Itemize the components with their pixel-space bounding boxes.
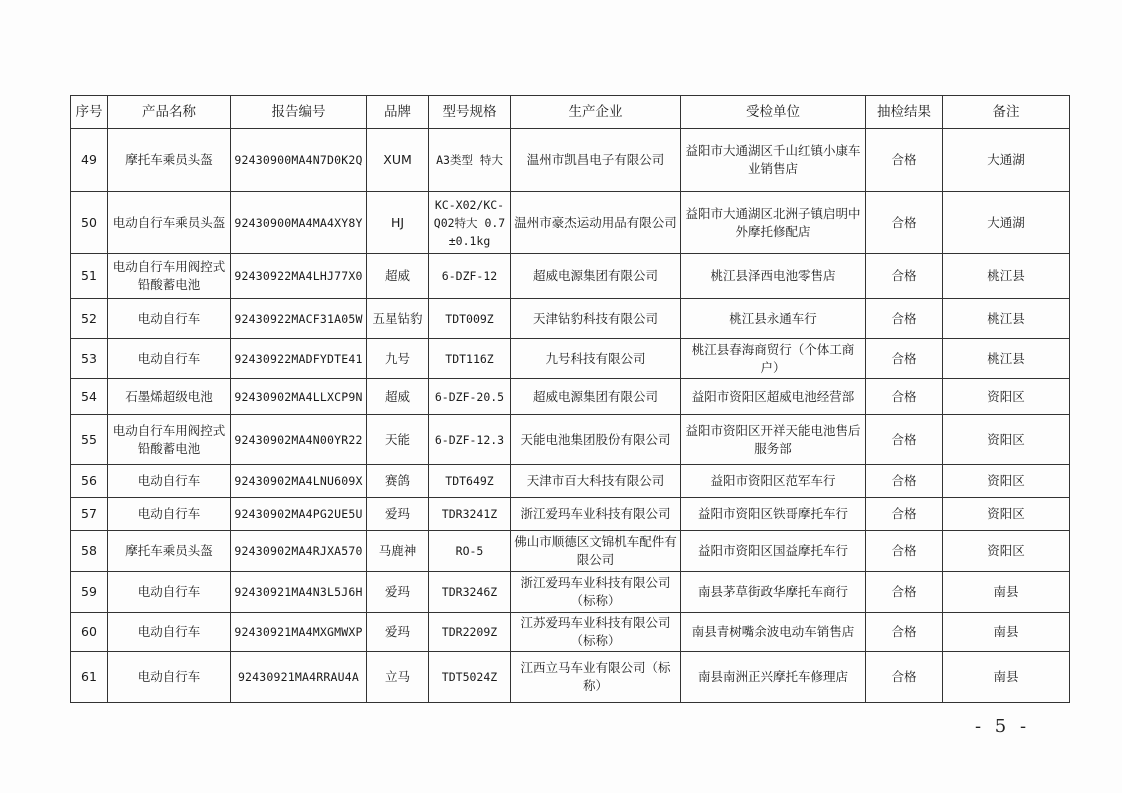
cell-report-number: 92430922MACF31A05W	[231, 299, 367, 339]
header-serial-number: 序号	[71, 96, 108, 129]
cell-report-number: 92430922MA4LHJ77X0	[231, 254, 367, 299]
table-row	[71, 415, 1070, 465]
cell-manufacturer: 浙江爱玛车业科技有限公司	[511, 498, 681, 531]
cell-model-spec: 6-DZF-20.5	[429, 379, 511, 415]
cell-inspected-unit: 益阳市资阳区铁哥摩托车行	[681, 498, 866, 531]
cell-inspected-unit: 南县南洲正兴摩托车修理店	[681, 652, 866, 703]
cell-brand: 立马	[367, 652, 429, 703]
cell-remarks: 南县	[943, 652, 1070, 703]
cell-inspected-unit: 益阳市资阳区范军车行	[681, 465, 866, 498]
cell-result: 合格	[866, 613, 943, 652]
cell-model-spec: TDR2209Z	[429, 613, 511, 652]
cell-brand: HJ	[367, 192, 429, 254]
cell-brand: 马鹿神	[367, 531, 429, 572]
cell-model-spec: RO-5	[429, 531, 511, 572]
cell-manufacturer: 温州市凯昌电子有限公司	[511, 129, 681, 192]
cell-remarks: 资阳区	[943, 379, 1070, 415]
cell-inspected-unit: 桃江县春海商贸行（个体工商户）	[681, 339, 866, 379]
cell-result: 合格	[866, 254, 943, 299]
cell-product-name: 电动自行车	[108, 572, 231, 613]
cell-serial-number: 50	[71, 192, 108, 254]
cell-result: 合格	[866, 415, 943, 465]
cell-manufacturer: 九号科技有限公司	[511, 339, 681, 379]
cell-report-number: 92430902MA4N00YR22	[231, 415, 367, 465]
cell-result: 合格	[866, 379, 943, 415]
cell-serial-number: 59	[71, 572, 108, 613]
header-model-spec: 型号规格	[429, 96, 511, 129]
cell-report-number: 92430921MA4MXGMWXP	[231, 613, 367, 652]
cell-serial-number: 54	[71, 379, 108, 415]
cell-model-spec: TDT649Z	[429, 465, 511, 498]
header-manufacturer: 生产企业	[511, 96, 681, 129]
cell-product-name: 摩托车乘员头盔	[108, 129, 231, 192]
cell-brand: 赛鸽	[367, 465, 429, 498]
cell-report-number: 92430902MA4RJXA570	[231, 531, 367, 572]
cell-brand: 超威	[367, 379, 429, 415]
cell-model-spec: 6-DZF-12.3	[429, 415, 511, 465]
cell-brand: 爱玛	[367, 572, 429, 613]
cell-manufacturer: 温州市豪杰运动用品有限公司	[511, 192, 681, 254]
header-remarks: 备注	[943, 96, 1070, 129]
cell-remarks: 南县	[943, 572, 1070, 613]
cell-result: 合格	[866, 465, 943, 498]
cell-report-number: 92430902MA4PG2UE5U	[231, 498, 367, 531]
header-result: 抽检结果	[866, 96, 943, 129]
cell-serial-number: 57	[71, 498, 108, 531]
table-row	[71, 572, 1070, 613]
cell-manufacturer: 天津市百大科技有限公司	[511, 465, 681, 498]
cell-brand: 五星钻豹	[367, 299, 429, 339]
cell-manufacturer: 天津钻豹科技有限公司	[511, 299, 681, 339]
header-brand: 品牌	[367, 96, 429, 129]
table-row	[71, 498, 1070, 531]
cell-remarks: 资阳区	[943, 465, 1070, 498]
cell-model-spec: KC-X02/KC-Q02特大 0.7±0.1kg	[429, 192, 511, 254]
cell-model-spec: TDR3246Z	[429, 572, 511, 613]
cell-remarks: 资阳区	[943, 531, 1070, 572]
cell-result: 合格	[866, 498, 943, 531]
cell-inspected-unit: 益阳市大通湖区北洲子镇启明中外摩托修配店	[681, 192, 866, 254]
cell-remarks: 大通湖	[943, 129, 1070, 192]
cell-product-name: 电动自行车	[108, 498, 231, 531]
header-product-name: 产品名称	[108, 96, 231, 129]
table-row	[71, 299, 1070, 339]
cell-manufacturer: 江苏爱玛车业科技有限公司（标称）	[511, 613, 681, 652]
table-row	[71, 379, 1070, 415]
cell-serial-number: 52	[71, 299, 108, 339]
cell-product-name: 电动自行车乘员头盔	[108, 192, 231, 254]
cell-remarks: 桃江县	[943, 339, 1070, 379]
cell-product-name: 电动自行车	[108, 339, 231, 379]
cell-manufacturer: 江西立马车业有限公司（标称）	[511, 652, 681, 703]
cell-result: 合格	[866, 339, 943, 379]
table-header-row	[71, 96, 1070, 129]
cell-remarks: 桃江县	[943, 299, 1070, 339]
page-number: - 5 -	[975, 716, 1031, 737]
cell-report-number: 92430921MA4RRAU4A	[231, 652, 367, 703]
cell-model-spec: A3类型 特大	[429, 129, 511, 192]
cell-inspected-unit: 益阳市资阳区超威电池经营部	[681, 379, 866, 415]
table-row	[71, 129, 1070, 192]
cell-serial-number: 56	[71, 465, 108, 498]
cell-inspected-unit: 益阳市资阳区开祥天能电池售后服务部	[681, 415, 866, 465]
cell-product-name: 摩托车乘员头盔	[108, 531, 231, 572]
cell-report-number: 92430902MA4LNU609X	[231, 465, 367, 498]
cell-product-name: 电动自行车	[108, 299, 231, 339]
cell-result: 合格	[866, 531, 943, 572]
cell-manufacturer: 佛山市顺德区文锦机车配件有限公司	[511, 531, 681, 572]
table-row	[71, 254, 1070, 299]
table-row	[71, 465, 1070, 498]
cell-remarks: 大通湖	[943, 192, 1070, 254]
cell-inspected-unit: 南县茅草街政华摩托车商行	[681, 572, 866, 613]
cell-report-number: 92430900MA4N7D0K2Q	[231, 129, 367, 192]
cell-result: 合格	[866, 572, 943, 613]
cell-remarks: 资阳区	[943, 498, 1070, 531]
cell-report-number: 92430902MA4LLXCP9N	[231, 379, 367, 415]
cell-remarks: 资阳区	[943, 415, 1070, 465]
table-row	[71, 531, 1070, 572]
cell-product-name: 电动自行车用阀控式铅酸蓄电池	[108, 254, 231, 299]
cell-serial-number: 53	[71, 339, 108, 379]
cell-inspected-unit: 桃江县永通车行	[681, 299, 866, 339]
cell-inspected-unit: 桃江县泽西电池零售店	[681, 254, 866, 299]
table-body	[71, 129, 1070, 703]
cell-model-spec: TDT5024Z	[429, 652, 511, 703]
cell-brand: 天能	[367, 415, 429, 465]
cell-product-name: 电动自行车	[108, 613, 231, 652]
cell-inspected-unit: 益阳市大通湖区千山红镇小康车业销售店	[681, 129, 866, 192]
cell-brand: 爱玛	[367, 498, 429, 531]
cell-report-number: 92430900MA4MA4XY8Y	[231, 192, 367, 254]
cell-manufacturer: 天能电池集团股份有限公司	[511, 415, 681, 465]
cell-serial-number: 58	[71, 531, 108, 572]
cell-serial-number: 61	[71, 652, 108, 703]
cell-brand: 超威	[367, 254, 429, 299]
table-row	[71, 339, 1070, 379]
cell-product-name: 电动自行车	[108, 465, 231, 498]
cell-inspected-unit: 益阳市资阳区国益摩托车行	[681, 531, 866, 572]
cell-serial-number: 49	[71, 129, 108, 192]
cell-manufacturer: 超威电源集团有限公司	[511, 254, 681, 299]
cell-report-number: 92430922MADFYDTE41	[231, 339, 367, 379]
cell-model-spec: TDT009Z	[429, 299, 511, 339]
cell-model-spec: TDR3241Z	[429, 498, 511, 531]
cell-brand: 九号	[367, 339, 429, 379]
cell-brand: 爱玛	[367, 613, 429, 652]
cell-result: 合格	[866, 192, 943, 254]
cell-product-name: 电动自行车	[108, 652, 231, 703]
cell-remarks: 南县	[943, 613, 1070, 652]
cell-product-name: 电动自行车用阀控式铅酸蓄电池	[108, 415, 231, 465]
cell-remarks: 桃江县	[943, 254, 1070, 299]
cell-serial-number: 51	[71, 254, 108, 299]
cell-manufacturer: 浙江爱玛车业科技有限公司（标称）	[511, 572, 681, 613]
cell-product-name: 石墨烯超级电池	[108, 379, 231, 415]
cell-result: 合格	[866, 129, 943, 192]
cell-model-spec: TDT116Z	[429, 339, 511, 379]
cell-result: 合格	[866, 652, 943, 703]
cell-result: 合格	[866, 299, 943, 339]
cell-report-number: 92430921MA4N3L5J6H	[231, 572, 367, 613]
cell-model-spec: 6-DZF-12	[429, 254, 511, 299]
cell-manufacturer: 超威电源集团有限公司	[511, 379, 681, 415]
header-report-number: 报告编号	[231, 96, 367, 129]
table-row	[71, 652, 1070, 703]
cell-brand: XUM	[367, 129, 429, 192]
cell-serial-number: 60	[71, 613, 108, 652]
table-row	[71, 613, 1070, 652]
table-row	[71, 192, 1070, 254]
inspection-results-table	[70, 95, 1070, 703]
header-inspected-unit: 受检单位	[681, 96, 866, 129]
cell-inspected-unit: 南县青树嘴余波电动车销售店	[681, 613, 866, 652]
cell-serial-number: 55	[71, 415, 108, 465]
